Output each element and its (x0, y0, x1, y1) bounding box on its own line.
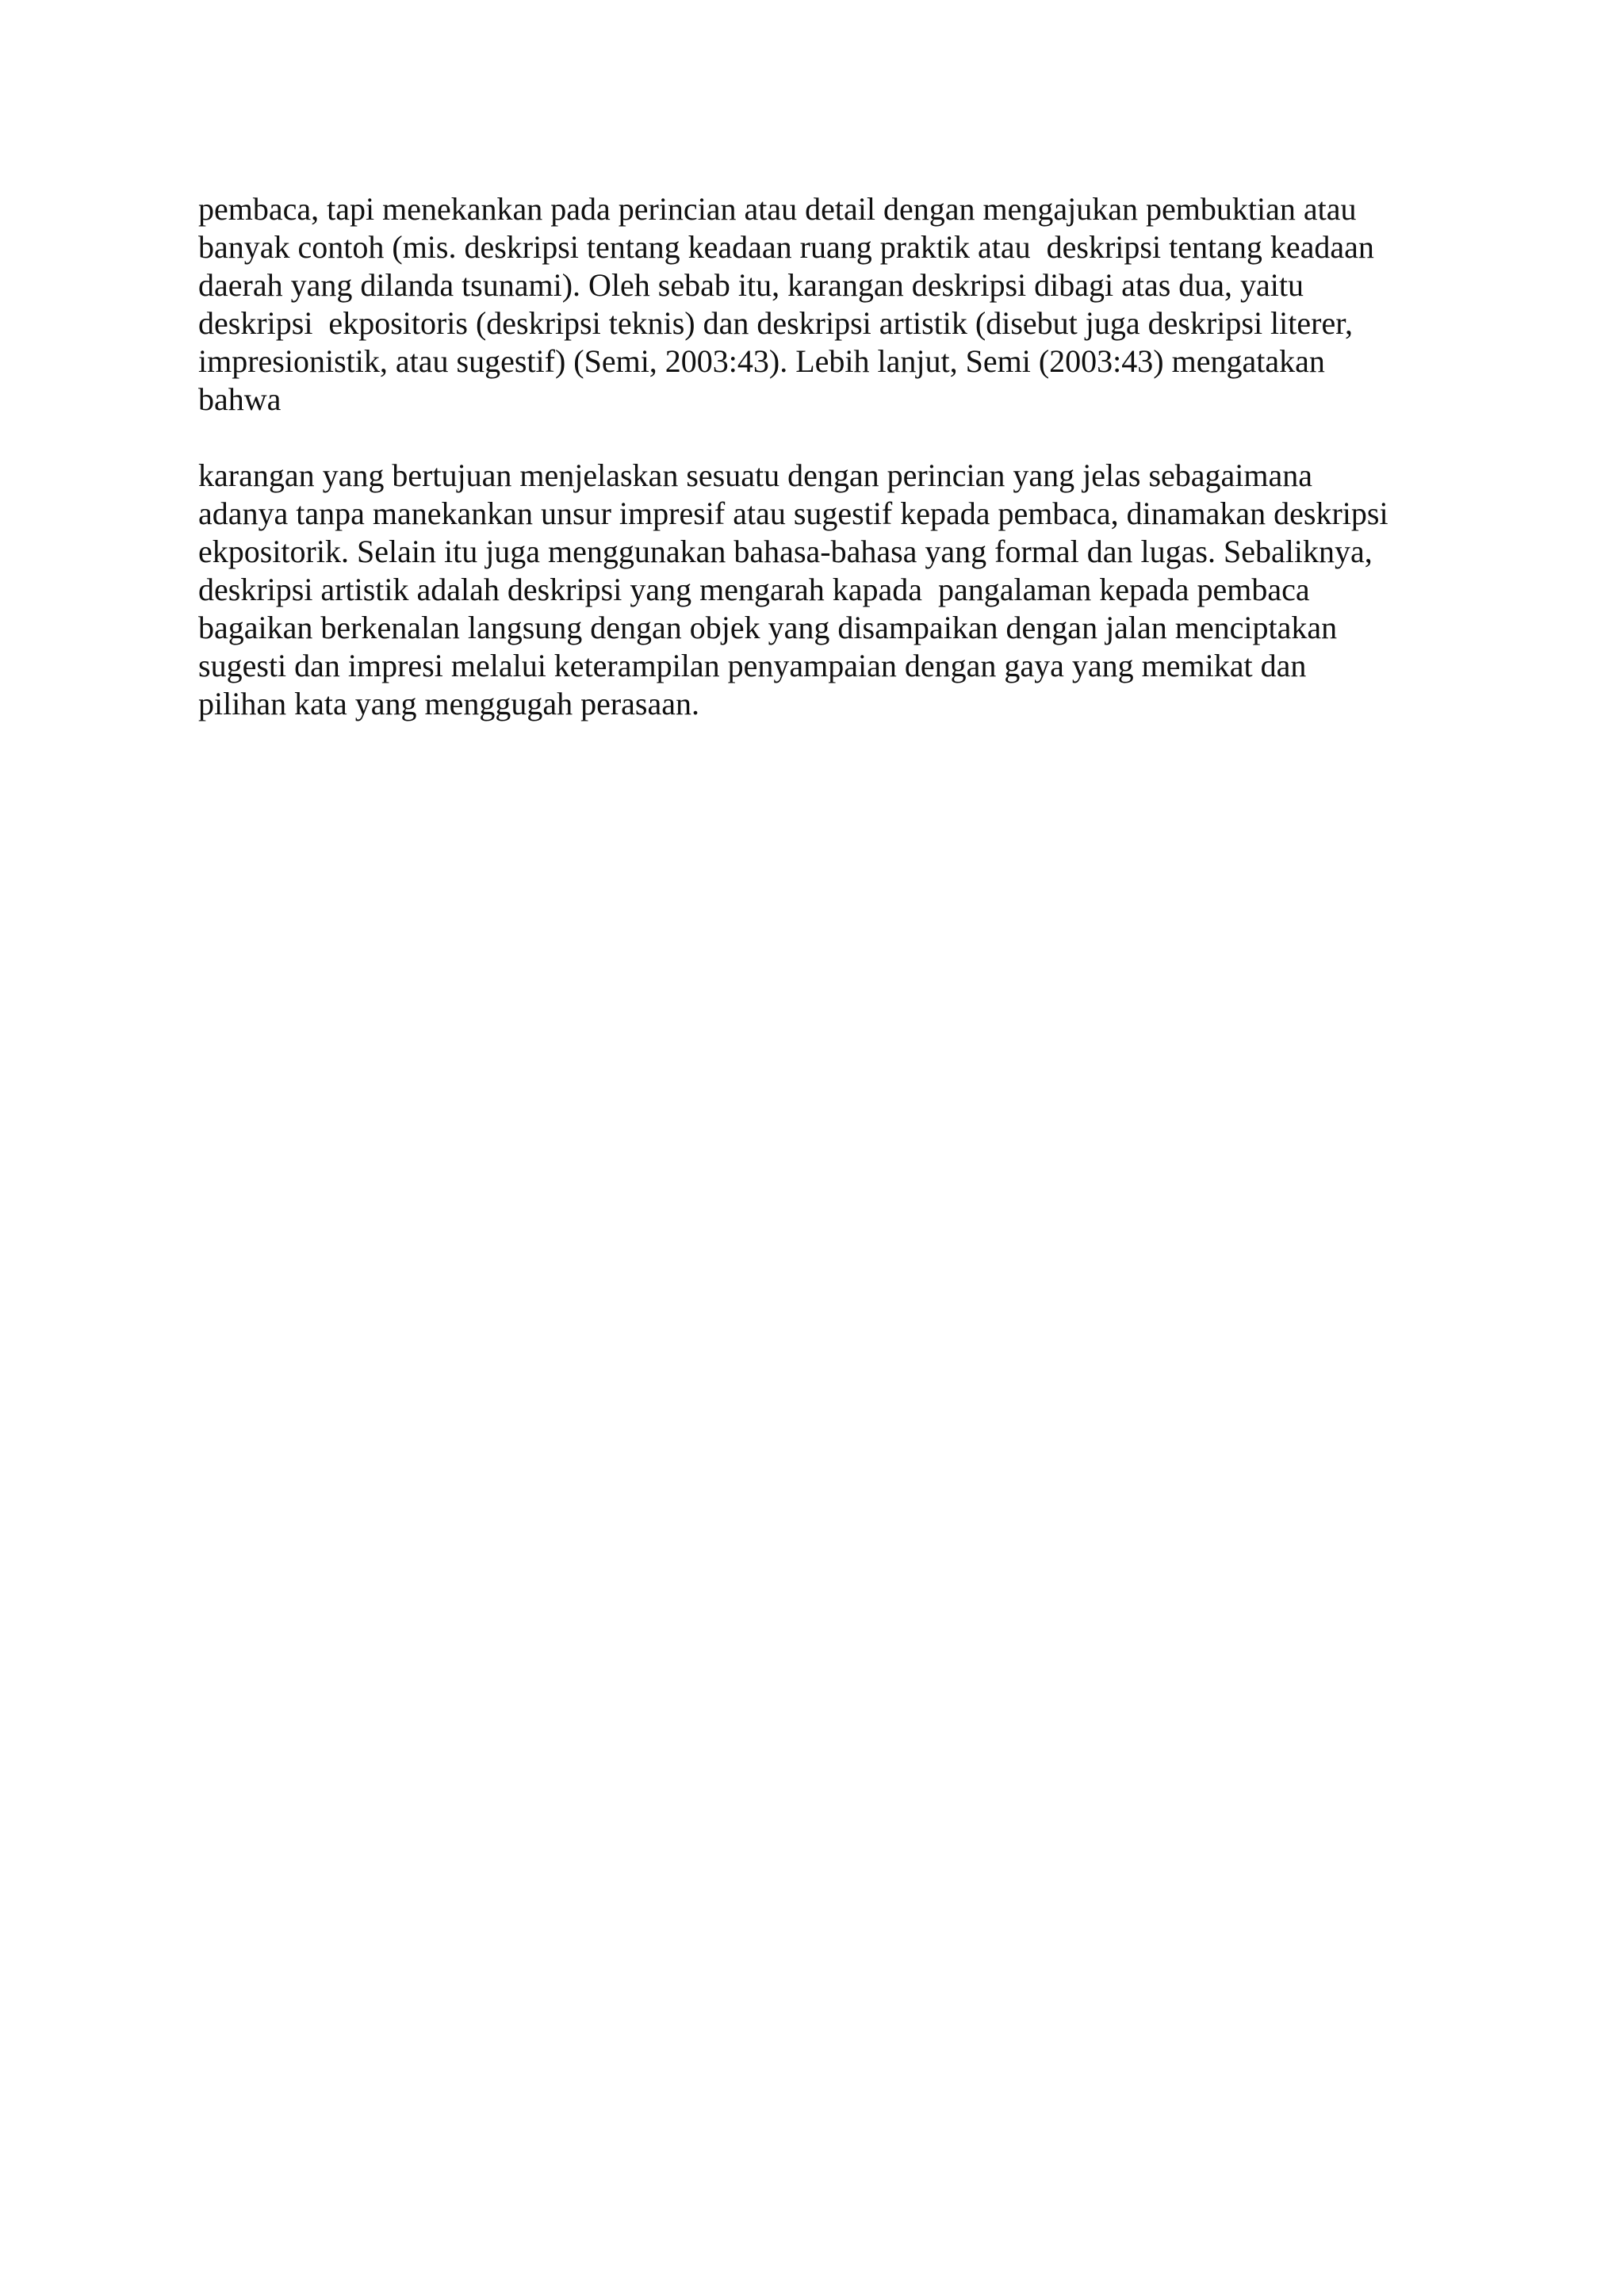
paragraph-block-quote: karangan yang bertujuan menjelaskan sesuatu dengan perincian yang jelas sebagaimana adanya tanpa manekankan unsur impresif atau sugestif kepada pembaca, dinamakan deskripsi ekpositorik. Selain itu juga menggunakan bahasa-bahasa yang formal dan lugas. Sebaliknya, deskripsi artistik adalah deskripsi yang mengarah kapada pangalaman kepada pembaca bagaikan berkenalan langsung dengan objek yang disampaikan dengan jalan menciptakan sugesti dan impresi melalui keterampilan penyampaian dengan gaya yang memikat dan pilihan kata yang menggugah perasaan. (198, 457, 1388, 721)
paragraph-intro: pembaca, tapi menekankan pada perincian atau detail dengan mengajukan pembuktian atau banyak contoh (mis. deskripsi tentang keadaan ruang praktik atau deskripsi tentang keadaan daerah yang dilanda tsunami). Oleh sebab itu, karangan deskripsi dibagi atas dua, yaitu deskripsi ekpositoris (deskripsi teknis) dan deskripsi artistik (disebut juga deskripsi literer, impresionistik, atau sugestif) (Semi, 2003:43). Lebih lanjut, Semi (2003:43) mengatakan bahwa (198, 191, 1374, 417)
paragraph-spacer (198, 419, 1435, 457)
document-body (198, 190, 1435, 723)
